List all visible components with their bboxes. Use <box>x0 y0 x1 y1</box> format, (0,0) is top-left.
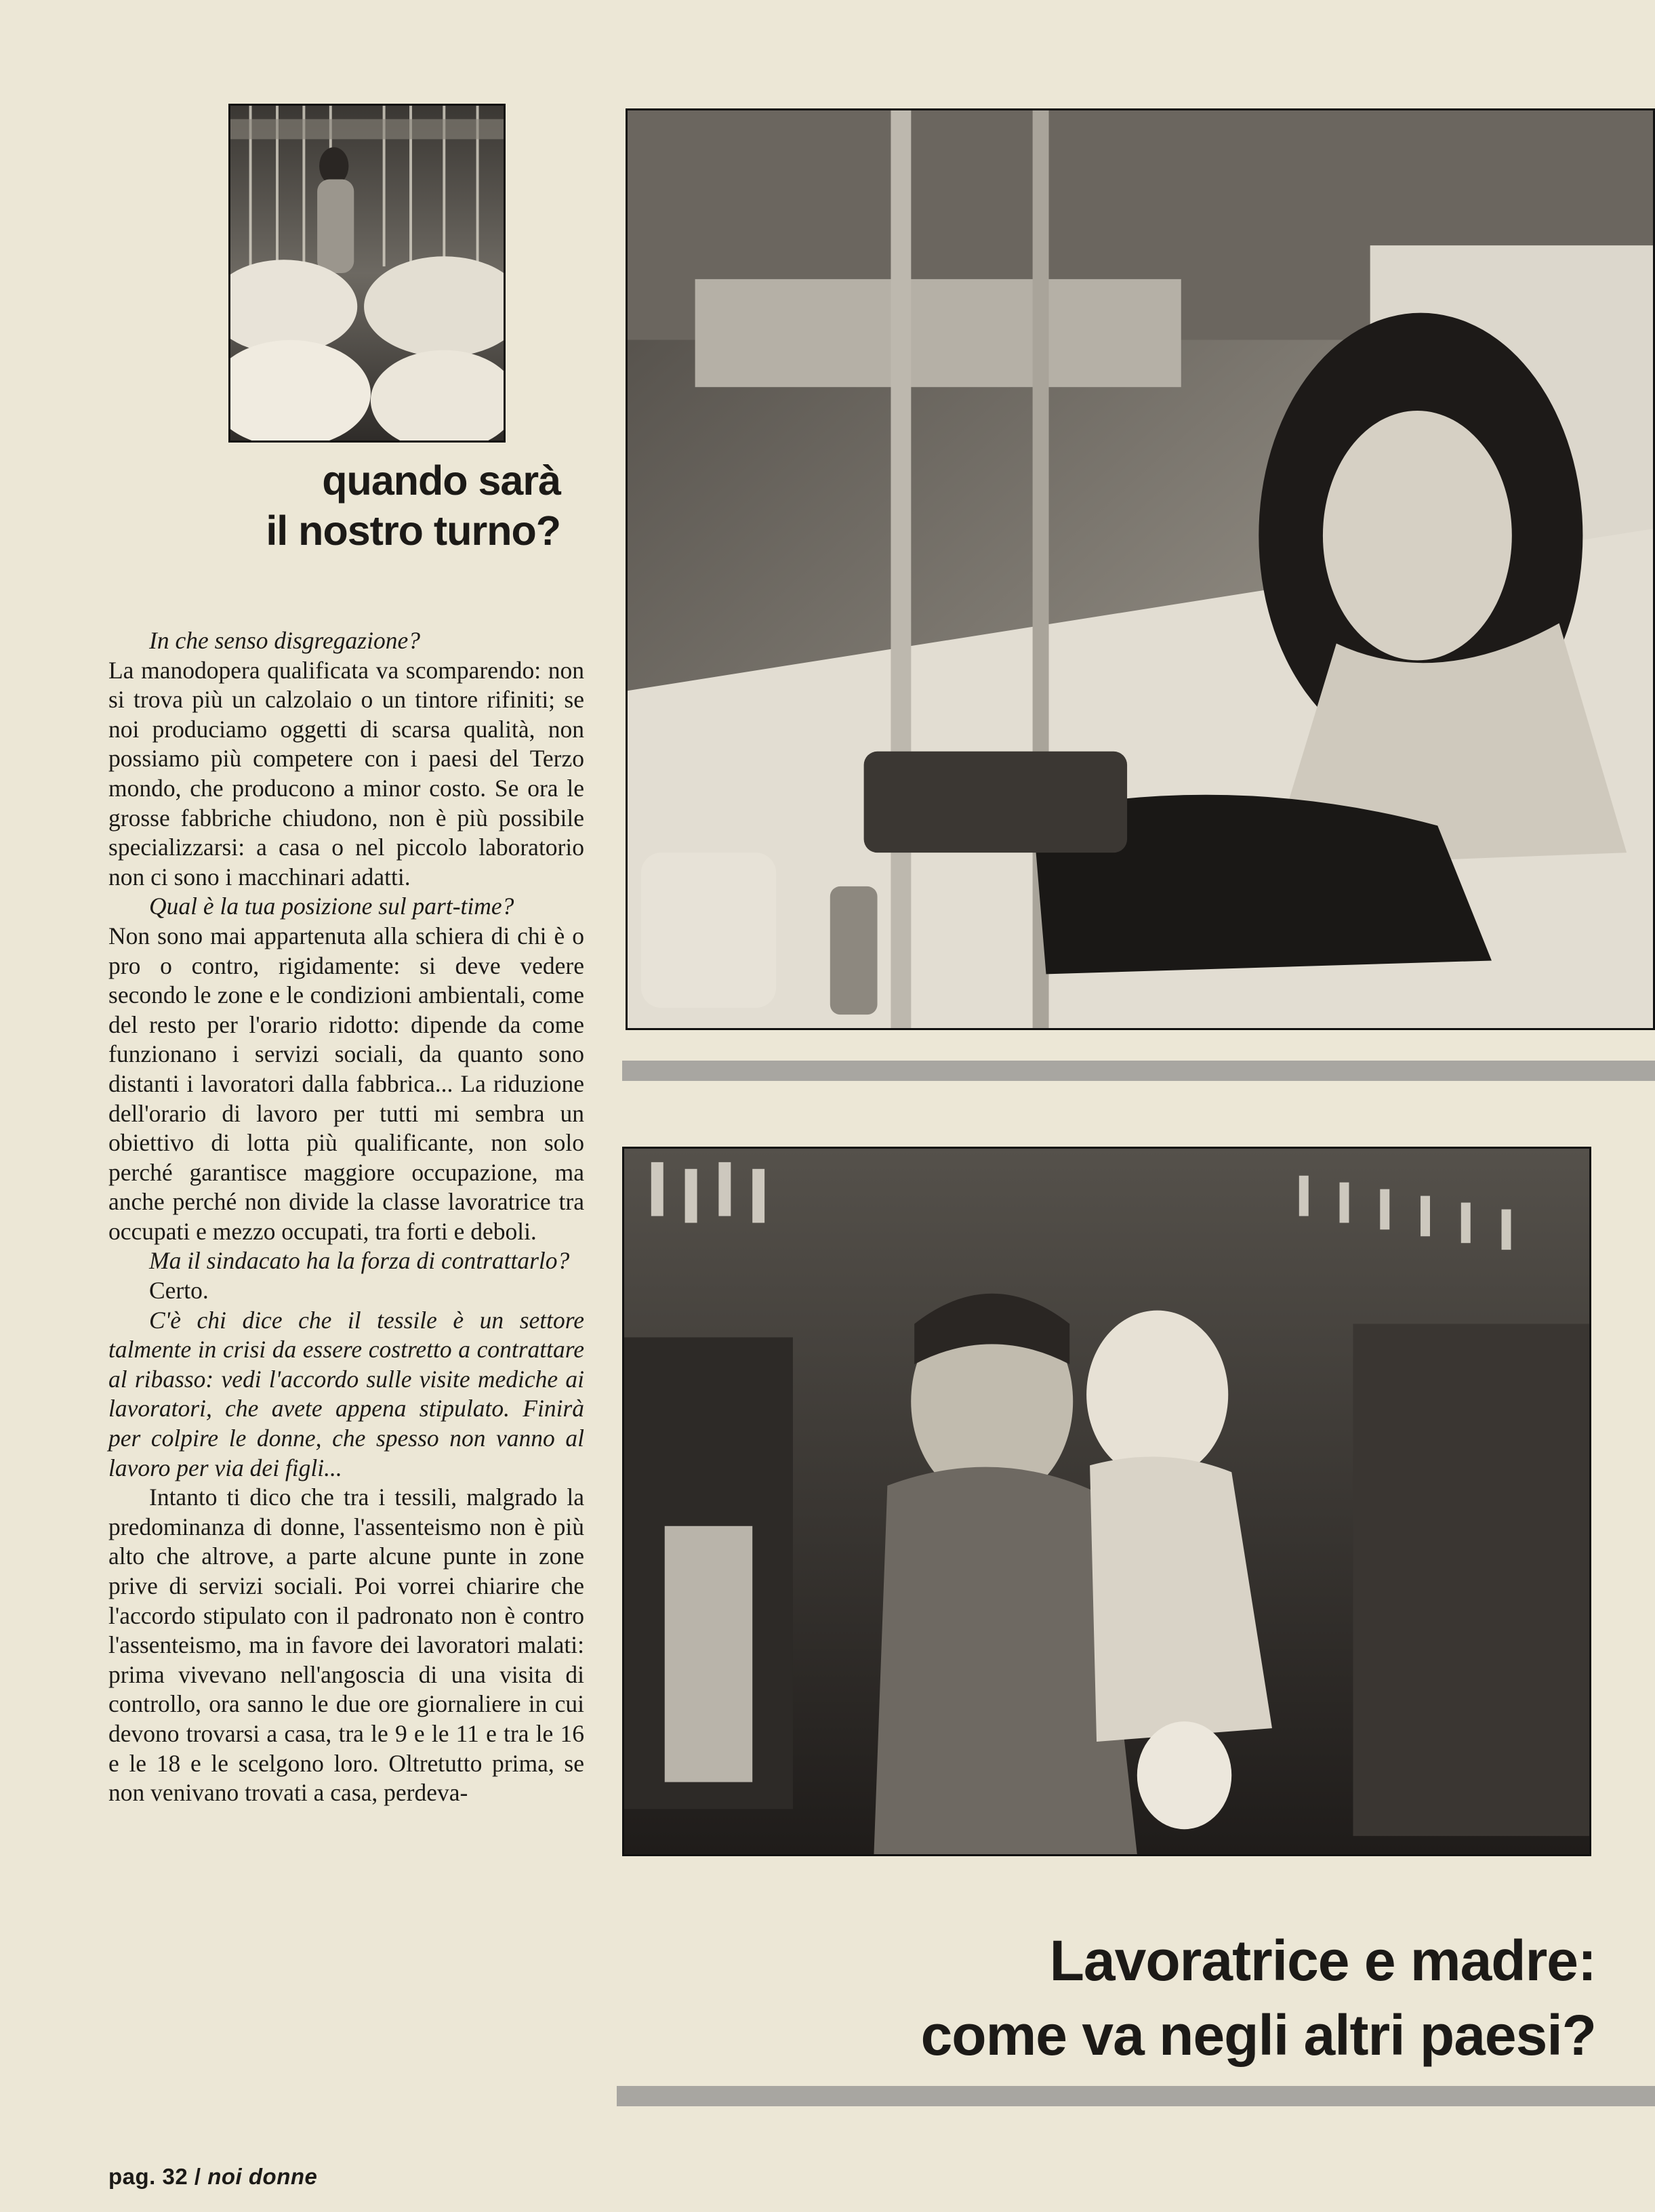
page-number: pag. 32 / <box>108 2164 201 2189</box>
page-footer <box>108 2164 317 2190</box>
interview-question: C'è chi dice che il tessile è un settore talmente in crisi da essere costretto a contrattare al ribasso: vedi l'accordo sulle visite mediche ai lavoratori, che avete appena stipulato. Finirà per colpire le donne, che spesso non vanno al lavoro per via dei figli... <box>108 1306 584 1481</box>
interview-question: Ma il sindacato ha la forza di contrattarlo? <box>149 1247 570 1275</box>
interview-answer: Certo. <box>149 1277 209 1305</box>
heading-right-line1: Lavoratrice e madre: <box>1049 1929 1596 1992</box>
divider-bar-top <box>622 1061 1655 1081</box>
interview-question: Qual è la tua posizione sul part-time? <box>149 893 514 920</box>
interview-answer: Non sono mai appartenuta alla schiera di chi è o pro o contro, rigidamente: si deve vedere secondo le zone e le condizioni ambientali, come del resto per l'orario ridotto: dipende da come funzionano i servizi sociali, da quanto sono distanti i lavoratori dalla fabbrica... La riduzione dell'orario di lavoro per tutti mi sembra un obiettivo di lotta più qualificante, non solo perché garantisce maggiore occupazione, ma anche perché non divide la classe lavoratrice tra occupati e mezzo occupati, tra forti e deboli. <box>108 922 584 1245</box>
heading-left-line1: quando sarà <box>322 457 560 504</box>
interview-question: In che senso disgregazione? <box>149 627 420 654</box>
heading-right-line2: come va negli altri paesi? <box>920 2003 1596 2067</box>
interview-answer: Intanto ti dico che tra i tessili, malgrado la predominanza di donne, l'assenteismo non è più alto che altrove, a parte alcune punte in zone prive di servizi sociali. Poi vorrei chiarire che l'accordo stipulato con il padronato non è contro l'assenteismo, ma in favore dei lavoratori malati: prima vivevano nell'angoscia di una visita di controllo, ora sanno le due ore giornaliere in cui devono trovarsi a casa, tra le 9 e le 11 e tra le 16 e le 18 e le scelgono loro. Oltretutto prima, se non venivano trovati a casa, perdeva- <box>108 1483 584 1807</box>
section-heading-left <box>222 455 560 556</box>
divider-bar-bottom <box>617 2086 1655 2106</box>
heading-left-line2: il nostro turno? <box>266 508 560 554</box>
photo-woman-sewing <box>626 108 1655 1030</box>
magazine-name: noi donne <box>207 2164 318 2189</box>
photo-spinning-room <box>228 104 506 443</box>
article-text-column <box>108 626 584 1808</box>
photo-mother-and-baby <box>622 1147 1591 1856</box>
interview-answer: La manodopera qualificata va scomparendo: non si trova più un calzolaio o un tintore rifiniti; se noi produciamo oggetti di scarsa qualità, non possiamo più competere con i paesi del Terzo mondo, che producono a minor costo. Se ora le grosse fabbriche chiudono, non è più possibile specializzarsi: a casa o nel piccolo laboratorio non ci sono i macchinari adatti. <box>108 656 584 890</box>
section-heading-right <box>820 1923 1596 2072</box>
